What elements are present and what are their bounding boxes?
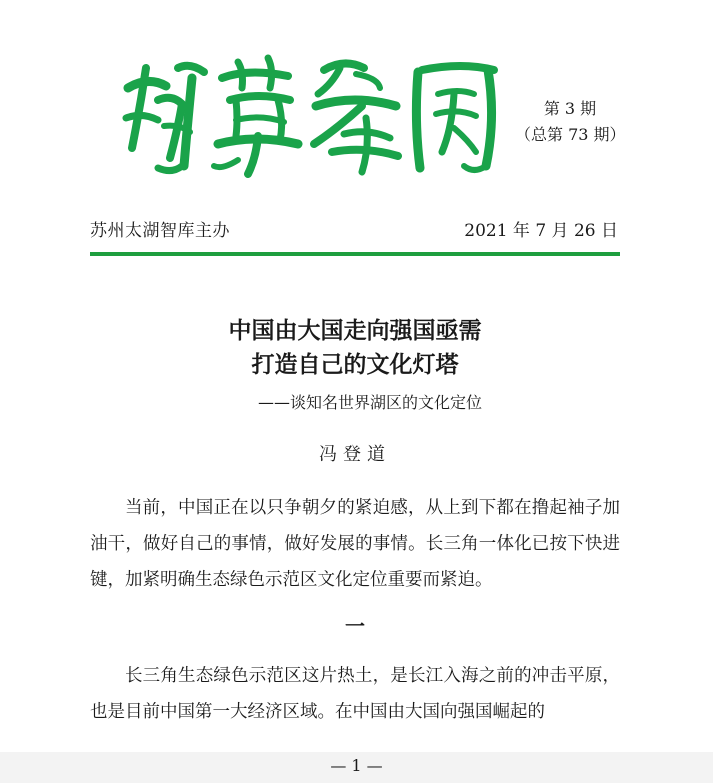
- sponsor-line: 苏州太湖智库主办: [90, 221, 230, 241]
- header-divider: [90, 252, 620, 256]
- masthead-calligraphy-logo: [118, 48, 508, 178]
- page-number: — 1 —: [330, 756, 383, 775]
- body-paragraph-1: 当前，中国正在以只争朝夕的紧迫感，从上到下都在撸起袖子加油干，做好自己的事情，做好发展的事情。长三角一体化已按下快进键，加紧明确生态绿色示范区文化定位重要而紧迫。: [90, 498, 620, 590]
- total-issue-number: （总第 73 期）: [515, 125, 626, 144]
- article-title: [90, 314, 620, 382]
- publication-date: 2021 年 7 月 26 日: [464, 221, 618, 241]
- article-author: 冯登道: [319, 444, 391, 465]
- article-title-line-2: 打造自己的文化灯塔: [251, 352, 459, 378]
- issue-info: [515, 96, 625, 148]
- body-paragraph-2: 长三角生态绿色示范区这片热土，是长江入海之前的冲击平原，也是目前中国第一大经济区域。在中国由大国向强国崛起的: [90, 666, 620, 722]
- issue-number: 第 3 期: [543, 99, 597, 118]
- article-title-line-1: 中国由大国走向强国亟需: [228, 318, 482, 344]
- article-subtitle: ——谈知名世界湖区的文化定位: [257, 393, 482, 412]
- section-number: 一: [345, 614, 365, 638]
